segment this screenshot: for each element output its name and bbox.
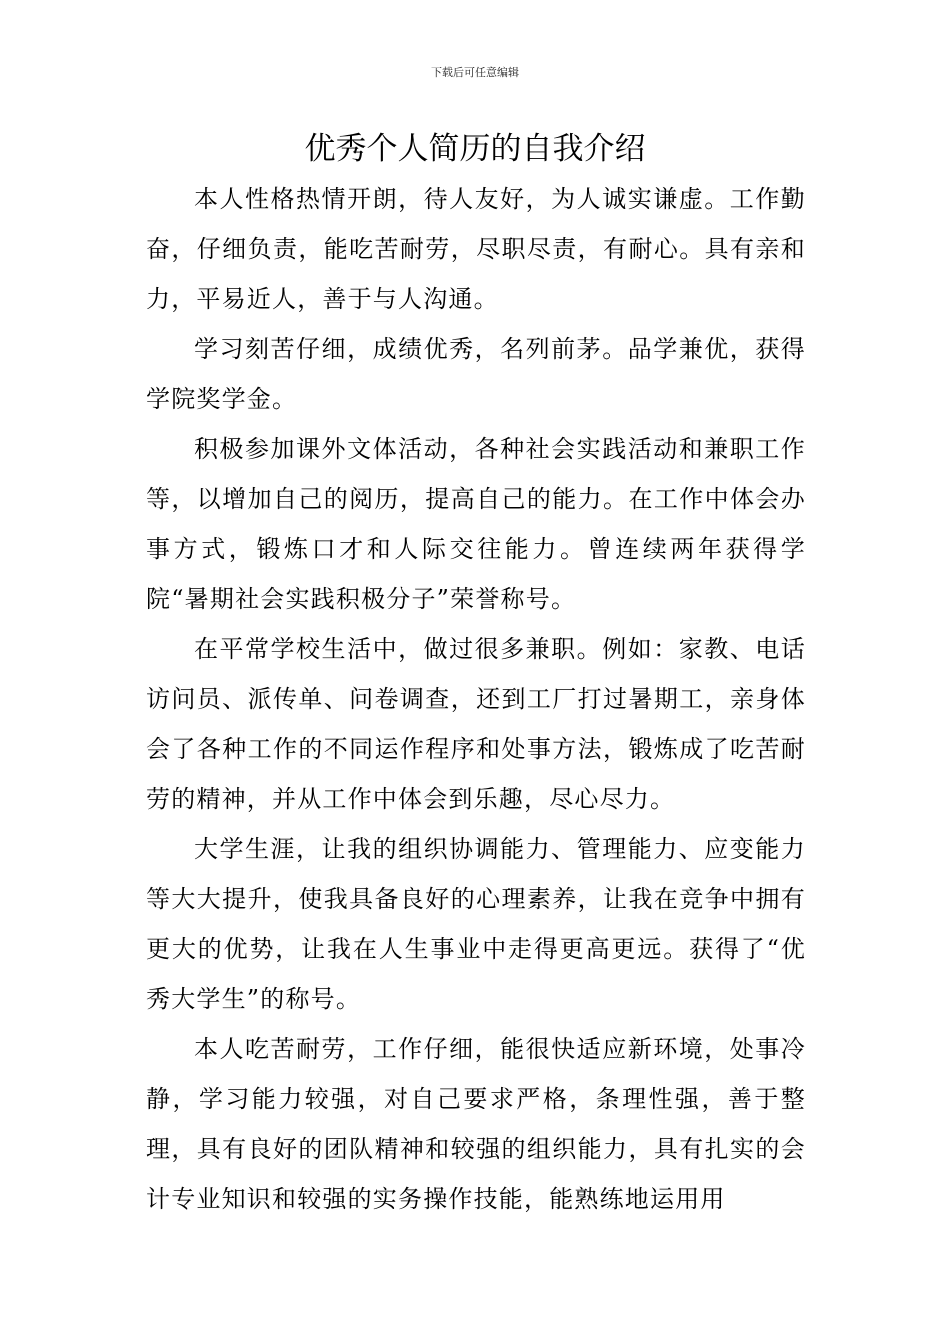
paragraph-college-life: 大学生涯，让我的组织协调能力、管理能力、应变能力等大大提升，使我具备良好的心理素养，让我在竞争中拥有更大的优势，让我在人生事业中走得更高更远。获得了“优秀大学生”的称号。 <box>146 835 806 1013</box>
header-note: 下载后可任意编辑 <box>431 66 519 79</box>
paragraph-personality: 本人性格热情开朗，待人友好，为人诚实谦虚。工作勤奋，仔细负责，能吃苦耐劳，尽职尽责，有耐心。具有亲和力，平易近人，善于与人沟通。 <box>146 185 806 313</box>
paragraph-activities: 积极参加课外文体活动，各种社会实践活动和兼职工作等，以增加自己的阅历，提高自己的能力。在工作中体会办事方式，锻炼口才和人际交往能力。曾连续两年获得学院“暑期社会实践积极分子”荣誉称号。 <box>146 435 806 613</box>
paragraph-summary: 本人吃苦耐劳，工作仔细，能很快适应新环境，处事冷静，学习能力较强，对自己要求严格，条理性强，善于整理，具有良好的团队精神和较强的组织能力，具有扎实的会计专业知识和较强的实务操作技能，能熟练地运用用 <box>146 1035 806 1213</box>
document-body <box>146 174 806 1224</box>
paragraph-study: 学习刻苦仔细，成绩优秀，名列前茅。品学兼优，获得学院奖学金。 <box>146 335 806 413</box>
document-title: 优秀个人简历的自我介绍 <box>304 131 646 167</box>
paragraph-part-time: 在平常学校生活中，做过很多兼职。例如：家教、电话访问员、派传单、问卷调查，还到工厂打过暑期工，亲身体会了各种工作的不同运作程序和处事方法，锻炼成了吃苦耐劳的精神，并从工作中体会到乐趣，尽心尽力。 <box>146 635 806 813</box>
